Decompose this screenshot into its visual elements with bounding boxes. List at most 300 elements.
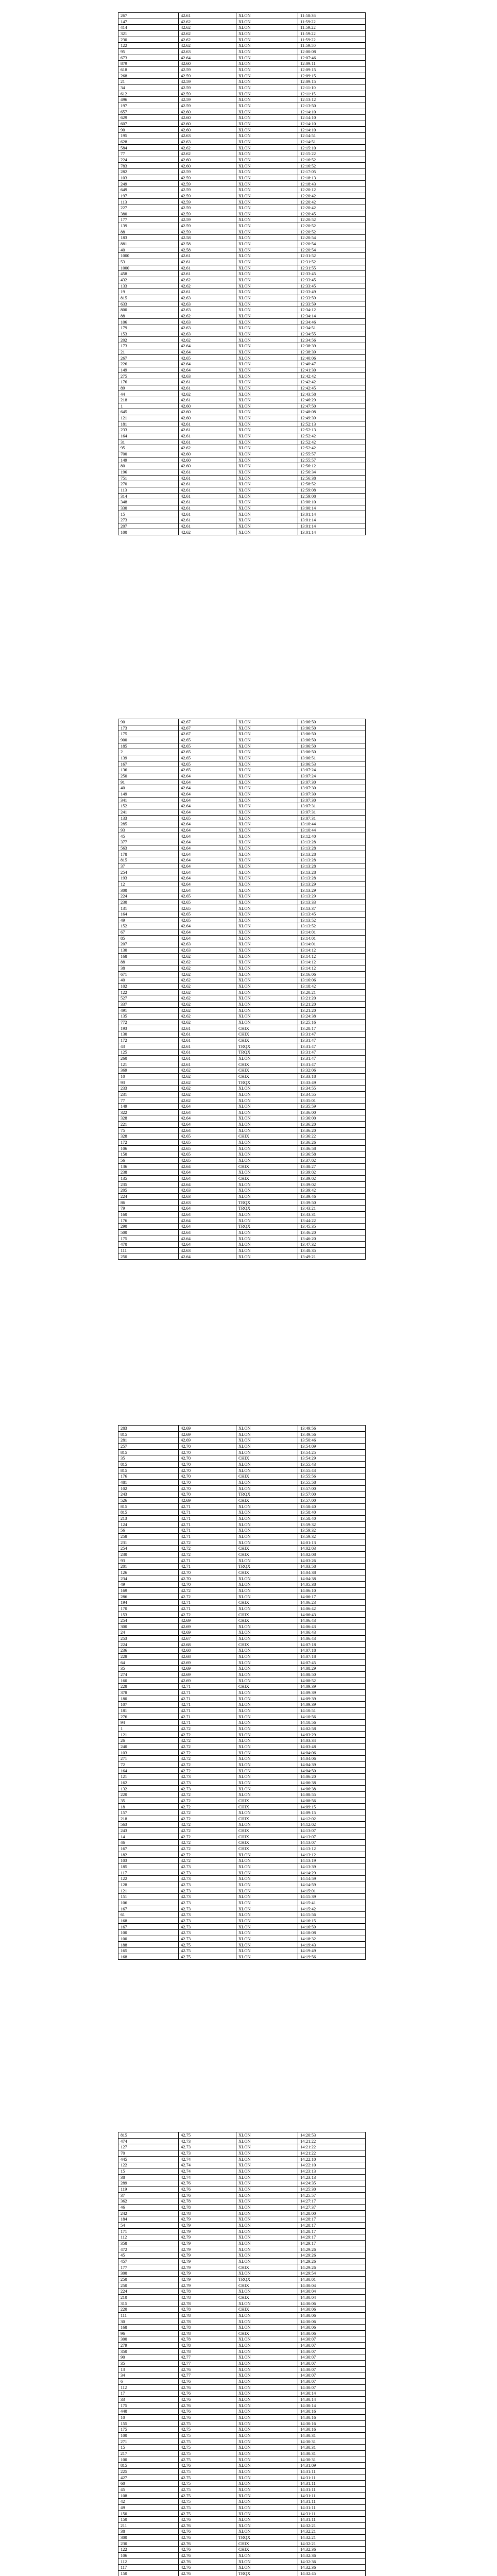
price-cell: 42.60 [179, 409, 236, 415]
venue-cell: CHIX [236, 1133, 298, 1140]
volume-cell: 300 [118, 2270, 179, 2277]
price-cell: 42.63 [179, 325, 236, 331]
price-cell: 42.59 [179, 229, 236, 235]
volume-cell: 38 [118, 2529, 179, 2535]
time-cell: 13:00:10 [298, 499, 366, 505]
time-cell: 13:46:20 [298, 1229, 366, 1235]
volume-cell: 235 [118, 1181, 179, 1188]
venue-cell: CHIX [236, 1600, 298, 1606]
price-cell: 42.78 [179, 2336, 236, 2343]
time-cell: 11:59:22 [298, 37, 366, 43]
venue-cell: XLON [236, 1635, 298, 1641]
table-row [118, 2499, 366, 2505]
price-cell: 42.64 [179, 349, 236, 355]
time-cell: 14:06:43 [298, 1612, 366, 1618]
venue-cell: XLON [236, 1906, 298, 1912]
price-cell: 42.69 [179, 1437, 236, 1444]
price-cell: 42.62 [179, 37, 236, 43]
time-cell: 12:33:45 [298, 277, 366, 283]
venue-cell: XLON [236, 959, 298, 965]
volume-cell: 234 [118, 1575, 179, 1582]
time-cell: 12:18:43 [298, 181, 366, 187]
price-cell: 42.60 [179, 457, 236, 463]
venue-cell: XLON [236, 301, 298, 307]
volume-cell: 167 [118, 1845, 179, 1852]
table-row [118, 283, 366, 289]
venue-cell: XLON [236, 373, 298, 379]
volume-cell: 121 [118, 1774, 179, 1780]
table-row [118, 229, 366, 235]
volume-cell: 185 [118, 743, 179, 749]
price-cell: 42.64 [179, 1253, 236, 1260]
volume-cell: 362 [118, 2198, 179, 2205]
price-cell: 42.72 [179, 1738, 236, 1744]
volume-cell: 1000 [118, 253, 179, 259]
venue-cell: XLON [236, 2565, 298, 2571]
price-cell: 42.61 [179, 1031, 236, 1038]
table-row [118, 1774, 366, 1780]
time-cell: 13:50:46 [298, 1437, 366, 1444]
price-cell: 42.61 [179, 523, 236, 529]
venue-cell: XLON [236, 355, 298, 361]
price-cell: 42.73 [179, 1786, 236, 1792]
time-cell: 14:32:21 [298, 2534, 366, 2540]
time-cell: 14:19:56 [298, 1954, 366, 1960]
time-cell: 12:16:52 [298, 163, 366, 169]
venue-cell: XLON [236, 1852, 298, 1858]
volume-cell: 121 [118, 1888, 179, 1894]
volume-cell: 64 [118, 1659, 179, 1666]
table-row [118, 1157, 366, 1163]
venue-cell: XLON [236, 1918, 298, 1924]
time-cell: 12:56:34 [298, 469, 366, 475]
venue-cell: XLON [236, 1109, 298, 1115]
volume-cell: 526 [118, 1497, 179, 1503]
volume-cell: 195 [118, 133, 179, 139]
venue-cell: XLON [236, 475, 298, 481]
price-cell: 42.70 [179, 1479, 236, 1485]
price-cell: 42.67 [179, 731, 236, 737]
venue-cell: CHIX [236, 1067, 298, 1074]
volume-cell: 254 [118, 1618, 179, 1624]
venue-cell: CHIX [236, 1473, 298, 1480]
table-row [118, 767, 366, 773]
venue-cell: XLON [236, 1954, 298, 1960]
table-row [118, 1097, 366, 1104]
venue-cell: XLON [236, 941, 298, 947]
price-cell: 42.79 [179, 2240, 236, 2246]
price-cell: 42.64 [179, 343, 236, 349]
price-cell: 42.62 [179, 959, 236, 965]
venue-cell: CHIX [236, 1834, 298, 1840]
price-cell: 42.62 [179, 1001, 236, 1007]
volume-cell: 46 [118, 2204, 179, 2210]
venue-cell: XLON [236, 1582, 298, 1588]
volume-cell: 132 [118, 1786, 179, 1792]
price-cell: 42.61 [179, 1061, 236, 1067]
volume-cell: 35 [118, 1798, 179, 1804]
price-cell: 42.79 [179, 2222, 236, 2228]
table-row [118, 845, 366, 851]
time-cell: 14:28:00 [298, 2210, 366, 2216]
volume-cell: 671 [118, 971, 179, 977]
price-cell: 42.65 [179, 899, 236, 905]
time-cell: 14:22:10 [298, 2156, 366, 2162]
volume-cell: 34 [118, 2372, 179, 2379]
time-cell: 14:29:17 [298, 2240, 366, 2246]
volume-cell: 227 [118, 205, 179, 211]
table-row [118, 2384, 366, 2391]
table-row [118, 1431, 366, 1437]
time-cell: 13:34:55 [298, 1086, 366, 1092]
table-row [118, 2234, 366, 2241]
table-row [118, 2294, 366, 2300]
table-row [118, 761, 366, 767]
price-cell: 42.60 [179, 121, 236, 127]
venue-cell: XLON [236, 851, 298, 857]
volume-cell: 150 [118, 2570, 179, 2576]
venue-cell: XLON [236, 253, 298, 259]
volume-cell: 474 [118, 2138, 179, 2144]
time-cell: 13:34:55 [298, 1091, 366, 1097]
table-row [118, 1437, 366, 1444]
volume-cell: 194 [118, 1600, 179, 1606]
price-cell: 42.58 [179, 247, 236, 253]
table-row [118, 893, 366, 900]
price-cell: 42.62 [179, 529, 236, 535]
price-cell: 42.75 [179, 2486, 236, 2493]
volume-cell: 40 [118, 247, 179, 253]
venue-cell: XLON [236, 2204, 298, 2210]
venue-cell: XLON [236, 1882, 298, 1888]
venue-cell: XLON [236, 767, 298, 773]
price-cell: 42.61 [179, 505, 236, 511]
table-row [118, 1900, 366, 1906]
time-cell: 14:30:31 [298, 2450, 366, 2456]
table-row [118, 1467, 366, 1473]
venue-cell: XLON [236, 397, 298, 403]
venue-cell: CHIX [236, 1612, 298, 1618]
price-cell: 42.78 [179, 2342, 236, 2348]
volume-cell: 751 [118, 475, 179, 481]
time-cell: 14:29:54 [298, 2270, 366, 2277]
venue-cell: XLON [236, 247, 298, 253]
volume-cell: 315 [118, 2300, 179, 2307]
price-cell: 42.72 [179, 1852, 236, 1858]
volume-cell: 106 [118, 1900, 179, 1906]
time-cell: 14:29:26 [298, 2252, 366, 2259]
time-cell: 13:36:58 [298, 1145, 366, 1151]
volume-cell: 38 [118, 2174, 179, 2180]
volume-cell: 53 [118, 259, 179, 265]
volume-cell: 254 [118, 869, 179, 875]
time-cell: 14:31:11 [298, 2486, 366, 2493]
venue-cell: XLON [236, 1443, 298, 1449]
price-cell: 42.76 [179, 2558, 236, 2565]
time-cell: 12:07:46 [298, 55, 366, 61]
time-cell: 12:47:50 [298, 403, 366, 409]
price-cell: 42.63 [179, 373, 236, 379]
venue-cell: XLON [236, 935, 298, 941]
price-cell: 42.63 [179, 301, 236, 307]
volume-cell: 122 [118, 989, 179, 995]
time-cell: 14:30:31 [298, 2456, 366, 2463]
volume-cell: 157 [118, 1810, 179, 1816]
venue-cell: XLON [236, 523, 298, 529]
venue-cell: XLON [236, 887, 298, 893]
volume-cell: 879 [118, 61, 179, 67]
time-cell: 14:09:39 [298, 1689, 366, 1696]
table-row [118, 731, 366, 737]
time-cell: 13:10:44 [298, 821, 366, 827]
price-cell: 42.65 [179, 767, 236, 773]
venue-cell: XLON [236, 1157, 298, 1163]
price-cell: 42.61 [179, 385, 236, 391]
time-cell: 13:57:00 [298, 1492, 366, 1498]
venue-cell: XLON [236, 1870, 298, 1876]
price-cell: 42.78 [179, 2204, 236, 2210]
time-cell: 12:20:54 [298, 235, 366, 241]
time-cell: 14:06:38 [298, 1786, 366, 1792]
table-row [118, 1181, 366, 1188]
volume-cell: 61 [118, 1912, 179, 1918]
venue-cell: XLON [236, 1725, 298, 1732]
table-row [118, 1816, 366, 1822]
venue-cell: CHIX [236, 1551, 298, 1557]
table-row [118, 1786, 366, 1792]
volume-cell: 72 [118, 1761, 179, 1768]
time-cell: 13:14:12 [298, 959, 366, 965]
venue-cell: XLON [236, 1900, 298, 1906]
price-cell: 42.65 [179, 905, 236, 911]
venue-cell: XLON [236, 2450, 298, 2456]
table-row [118, 1013, 366, 1020]
time-cell: 14:32:36 [298, 2558, 366, 2565]
time-cell: 12:15:10 [298, 145, 366, 151]
time-cell: 13:06:50 [298, 719, 366, 725]
time-cell: 13:13:45 [298, 911, 366, 918]
table-row [118, 1242, 366, 1248]
price-cell: 42.64 [179, 809, 236, 815]
venue-cell: XLON [236, 1677, 298, 1684]
volume-cell: 230 [118, 899, 179, 905]
venue-cell: XLON [236, 343, 298, 349]
price-cell: 42.64 [179, 821, 236, 827]
price-cell: 42.62 [179, 995, 236, 1002]
time-cell: 12:49:39 [298, 415, 366, 421]
volume-cell: 171 [118, 2228, 179, 2234]
venue-cell: XLON [236, 2391, 298, 2397]
table-row [118, 397, 366, 403]
table-row [118, 1461, 366, 1467]
table-row [118, 211, 366, 217]
table-row [118, 2258, 366, 2264]
price-cell: 42.61 [179, 1049, 236, 1056]
time-cell: 14:25:30 [298, 2186, 366, 2192]
price-cell: 42.69 [179, 1671, 236, 1677]
venue-cell: XLON [236, 1557, 298, 1564]
venue-cell: XLON [236, 2378, 298, 2384]
time-cell: 12:34:46 [298, 319, 366, 325]
time-cell: 14:06:38 [298, 1780, 366, 1786]
venue-cell: XLON [236, 361, 298, 367]
venue-cell: XLON [236, 1924, 298, 1930]
time-cell: 14:15:42 [298, 1906, 366, 1912]
time-cell: 14:07:45 [298, 1659, 366, 1666]
table-row [118, 1127, 366, 1133]
venue-cell: XLON [236, 265, 298, 271]
price-cell: 42.71 [179, 1600, 236, 1606]
volume-cell: 700 [118, 451, 179, 457]
table-row [118, 1840, 366, 1846]
time-cell: 13:55:56 [298, 1473, 366, 1480]
volume-cell: 281 [118, 1437, 179, 1444]
venue-cell: XLON [236, 277, 298, 283]
table-row [118, 2360, 366, 2366]
time-cell: 13:07:24 [298, 773, 366, 779]
volume-cell: 121 [118, 415, 179, 421]
volume-cell: 21 [118, 79, 179, 85]
price-cell: 42.61 [179, 517, 236, 523]
table-row [118, 1086, 366, 1092]
volume-cell: 377 [118, 839, 179, 845]
venue-cell: XLON [236, 1139, 298, 1145]
volume-cell: 815 [118, 1431, 179, 1437]
time-cell: 12:09:11 [298, 61, 366, 67]
table-row [118, 187, 366, 193]
price-cell: 42.64 [179, 1229, 236, 1235]
price-cell: 42.72 [179, 1612, 236, 1618]
volume-cell: 211 [118, 2522, 179, 2529]
venue-cell: XLON [236, 1115, 298, 1122]
venue-cell: CHIX [236, 1840, 298, 1846]
venue-cell: XLON [236, 1151, 298, 1158]
table-row [118, 433, 366, 439]
venue-cell: XLON [236, 2216, 298, 2223]
venue-cell: XLON [236, 1121, 298, 1127]
time-cell: 12:15:22 [298, 151, 366, 157]
venue-cell: XLON [236, 259, 298, 265]
time-cell: 12:09:15 [298, 73, 366, 79]
table-row [118, 511, 366, 517]
price-cell: 42.73 [179, 1924, 236, 1930]
volume-cell: 35 [118, 1455, 179, 1462]
table-row [118, 1659, 366, 1666]
time-cell: 13:49:56 [298, 1431, 366, 1437]
time-cell: 14:30:04 [298, 2282, 366, 2289]
venue-cell: XLON [236, 2354, 298, 2361]
price-cell: 42.64 [179, 1121, 236, 1127]
volume-cell: 15 [118, 2445, 179, 2451]
price-cell: 42.64 [179, 875, 236, 882]
table-row [118, 199, 366, 205]
price-cell: 42.76 [179, 2384, 236, 2391]
price-cell: 42.61 [179, 1037, 236, 1043]
price-cell: 42.64 [179, 1211, 236, 1217]
price-cell: 42.75 [179, 2475, 236, 2481]
price-cell: 42.74 [179, 2162, 236, 2168]
price-cell: 42.73 [179, 2144, 236, 2150]
table-row [118, 1845, 366, 1852]
price-cell: 42.62 [179, 151, 236, 157]
time-cell: 12:20:52 [298, 217, 366, 223]
table-row [118, 1455, 366, 1462]
table-row [118, 2547, 366, 2553]
table-row [118, 911, 366, 918]
venue-cell: XLON [236, 2342, 298, 2348]
time-cell: 12:17:05 [298, 169, 366, 175]
price-cell: 42.76 [179, 2396, 236, 2402]
venue-cell: XLON [236, 1774, 298, 1780]
venue-cell: XLON [236, 1653, 298, 1659]
price-cell: 42.67 [179, 1635, 236, 1641]
venue-cell: XLON [236, 1193, 298, 1199]
price-cell: 42.62 [179, 1013, 236, 1020]
volume-cell: 815 [118, 857, 179, 863]
volume-cell: 563 [118, 1822, 179, 1828]
venue-cell: XLON [236, 1810, 298, 1816]
table-row [118, 337, 366, 343]
venue-cell: XLON [236, 30, 298, 37]
time-cell: 12:11:10 [298, 84, 366, 91]
price-cell: 42.76 [179, 2547, 236, 2553]
venue-cell: XLON [236, 1242, 298, 1248]
time-cell: 14:30:07 [298, 2366, 366, 2372]
volume-cell: 182 [118, 1852, 179, 1858]
venue-cell: CHIX [236, 1798, 298, 1804]
time-cell: 12:41:30 [298, 367, 366, 373]
table-row [118, 1671, 366, 1677]
price-cell: 42.75 [179, 2445, 236, 2451]
table-row [118, 2391, 366, 2397]
price-cell: 42.62 [179, 145, 236, 151]
volume-cell: 290 [118, 1224, 179, 1230]
table-row [118, 1863, 366, 1870]
price-cell: 42.76 [179, 2186, 236, 2192]
volume-cell: 96 [118, 2330, 179, 2336]
table-row [118, 1720, 366, 1726]
time-cell: 14:04:38 [298, 1575, 366, 1582]
price-cell: 42.63 [179, 295, 236, 301]
volume-cell: 2 [118, 749, 179, 755]
table-row [118, 325, 366, 331]
volume-cell: 179 [118, 325, 179, 331]
venue-cell: XLON [236, 2132, 298, 2139]
table-row [118, 193, 366, 199]
time-cell: 13:24:38 [298, 1013, 366, 1020]
venue-cell: XLON [236, 749, 298, 755]
table-row [118, 1061, 366, 1067]
venue-cell: XLON [236, 863, 298, 869]
table-row [118, 2475, 366, 2481]
time-cell: 13:12:40 [298, 833, 366, 839]
time-cell: 13:31:47 [298, 1043, 366, 1049]
volume-cell: 164 [118, 1768, 179, 1774]
time-cell: 13:06:50 [298, 731, 366, 737]
venue-cell: XLON [236, 2289, 298, 2295]
table-row [118, 1188, 366, 1194]
venue-cell: TRQX [236, 1043, 298, 1049]
price-cell: 42.71 [179, 1533, 236, 1539]
price-cell: 42.61 [179, 475, 236, 481]
volume-cell: 89 [118, 385, 179, 391]
venue-cell: XLON [236, 2210, 298, 2216]
volume-cell: 14 [118, 1834, 179, 1840]
price-cell: 42.63 [179, 331, 236, 337]
venue-cell: XLON [236, 2234, 298, 2241]
table-row [118, 391, 366, 397]
volume-cell: 228 [118, 1653, 179, 1659]
